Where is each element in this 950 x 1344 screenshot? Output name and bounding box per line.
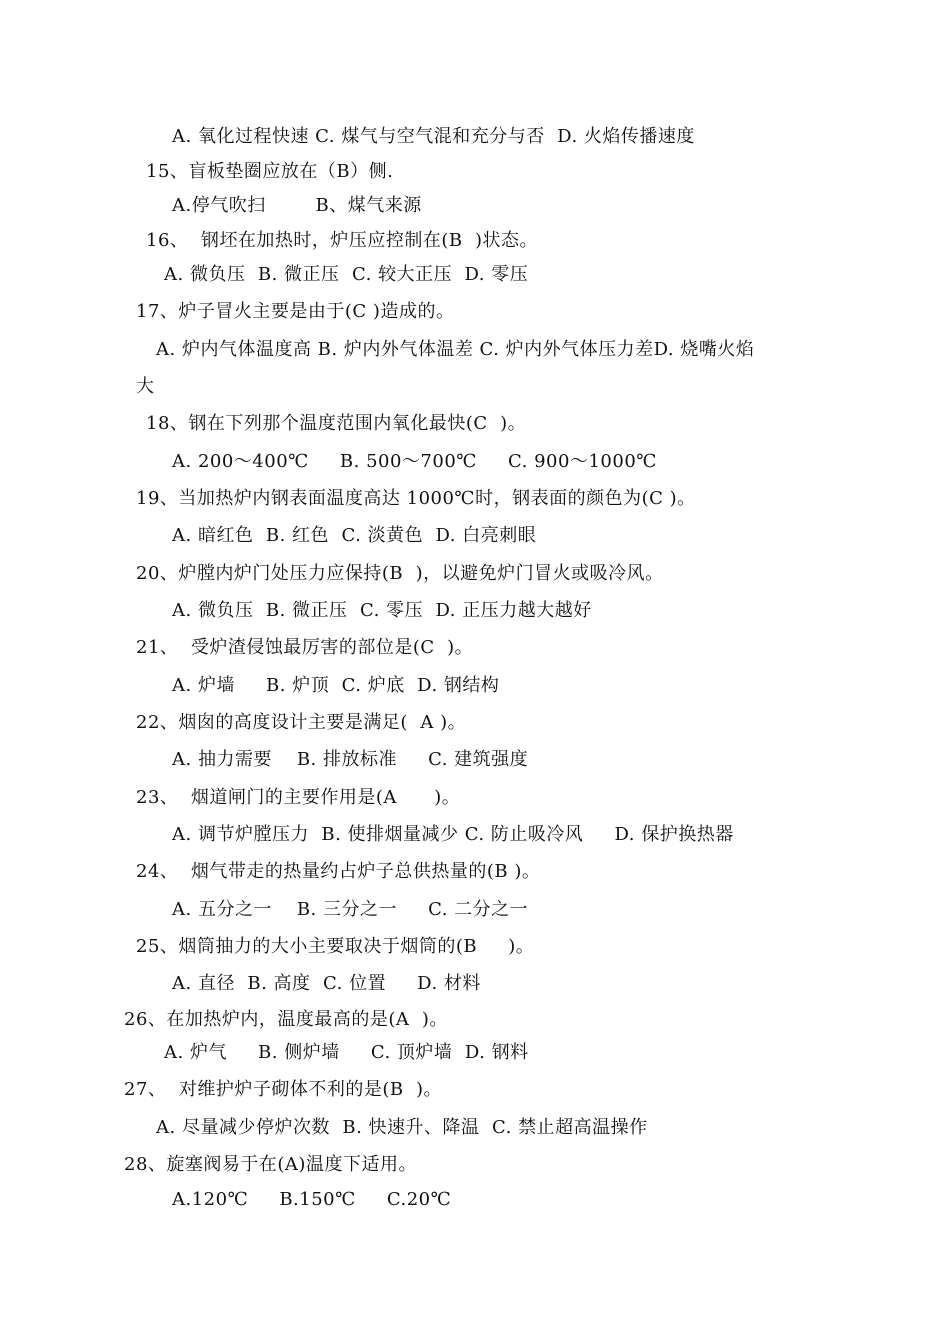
option-line-24: A. 五分之一 B. 三分之一 C. 二分之一 [172, 899, 529, 920]
option-line-15: A.停气吹扫 B、煤气来源 [172, 195, 422, 216]
option-line-14: A. 氧化过程快速 C. 煤气与空气混和充分与否 D. 火焰传播速度 [172, 126, 695, 147]
question-24: 24、 烟气带走的热量约占炉子总供热量的(B )。 [136, 861, 541, 882]
option-line-25: A. 直径 B. 高度 C. 位置 D. 材料 [172, 973, 481, 994]
question-18: 18、钢在下列那个温度范围内氧化最快(C )。 [146, 413, 527, 434]
question-15: 15、盲板垫圈应放在（B）侧. [146, 161, 394, 182]
option-line-16: A. 微负压 B. 微正压 C. 较大正压 D. 零压 [164, 264, 529, 285]
option-line-18: A. 200～400℃ B. 500～700℃ C. 900～1000℃ [172, 451, 657, 472]
question-19: 19、当加热炉内钢表面温度高达 1000℃时，钢表面的颜色为(C )。 [136, 488, 696, 509]
question-28: 28、旋塞阀易于在(A)温度下适用。 [124, 1154, 417, 1175]
question-27: 27、 对维护炉子砌体不利的是(B )。 [124, 1079, 443, 1100]
question-17: 17、炉子冒火主要是由于(C )造成的。 [136, 301, 455, 322]
question-23: 23、 烟道闸门的主要作用是(A )。 [136, 787, 461, 808]
question-22: 22、烟囱的高度设计主要是满足( A )。 [136, 712, 467, 733]
option-line-23: A. 调节炉膛压力 B. 使排烟量减少 C. 防止吸冷风 D. 保护换热器 [172, 824, 734, 845]
question-26: 26、在加热炉内，温度最高的是(A )。 [124, 1009, 448, 1030]
option-line-17: A. 炉内气体温度高 B. 炉内外气体温差 C. 炉内外气体压力差D. 烧嘴火焰 [156, 339, 755, 360]
question-16: 16、 钢坯在加热时，炉压应控制在(B )状态。 [146, 230, 539, 251]
option-line-19: A. 暗红色 B. 红色 C. 淡黄色 D. 白亮刺眼 [172, 525, 537, 546]
question-25: 25、烟筒抽力的大小主要取决于烟筒的(B )。 [136, 936, 535, 957]
question-20: 20、炉膛内炉门处压力应保持(B )，以避免炉门冒火或吸冷风。 [136, 563, 664, 584]
option-line-17-cont: 大 [136, 376, 155, 397]
option-line-20: A. 微负压 B. 微正压 C. 零压 D. 正压力越大越好 [172, 600, 592, 621]
option-line-27: A. 尽量减少停炉次数 B. 快速升、降温 C. 禁止超高温操作 [156, 1117, 648, 1138]
option-line-21: A. 炉墙 B. 炉顶 C. 炉底 D. 钢结构 [172, 675, 500, 696]
option-line-26: A. 炉气 B. 侧炉墙 C. 顶炉墙 D. 钢料 [164, 1042, 529, 1063]
option-line-28: A.120℃ B.150℃ C.20℃ [172, 1189, 452, 1210]
option-line-22: A. 抽力需要 B. 排放标准 C. 建筑强度 [172, 749, 529, 770]
question-21: 21、 受炉渣侵蚀最厉害的部位是(C )。 [136, 637, 474, 658]
